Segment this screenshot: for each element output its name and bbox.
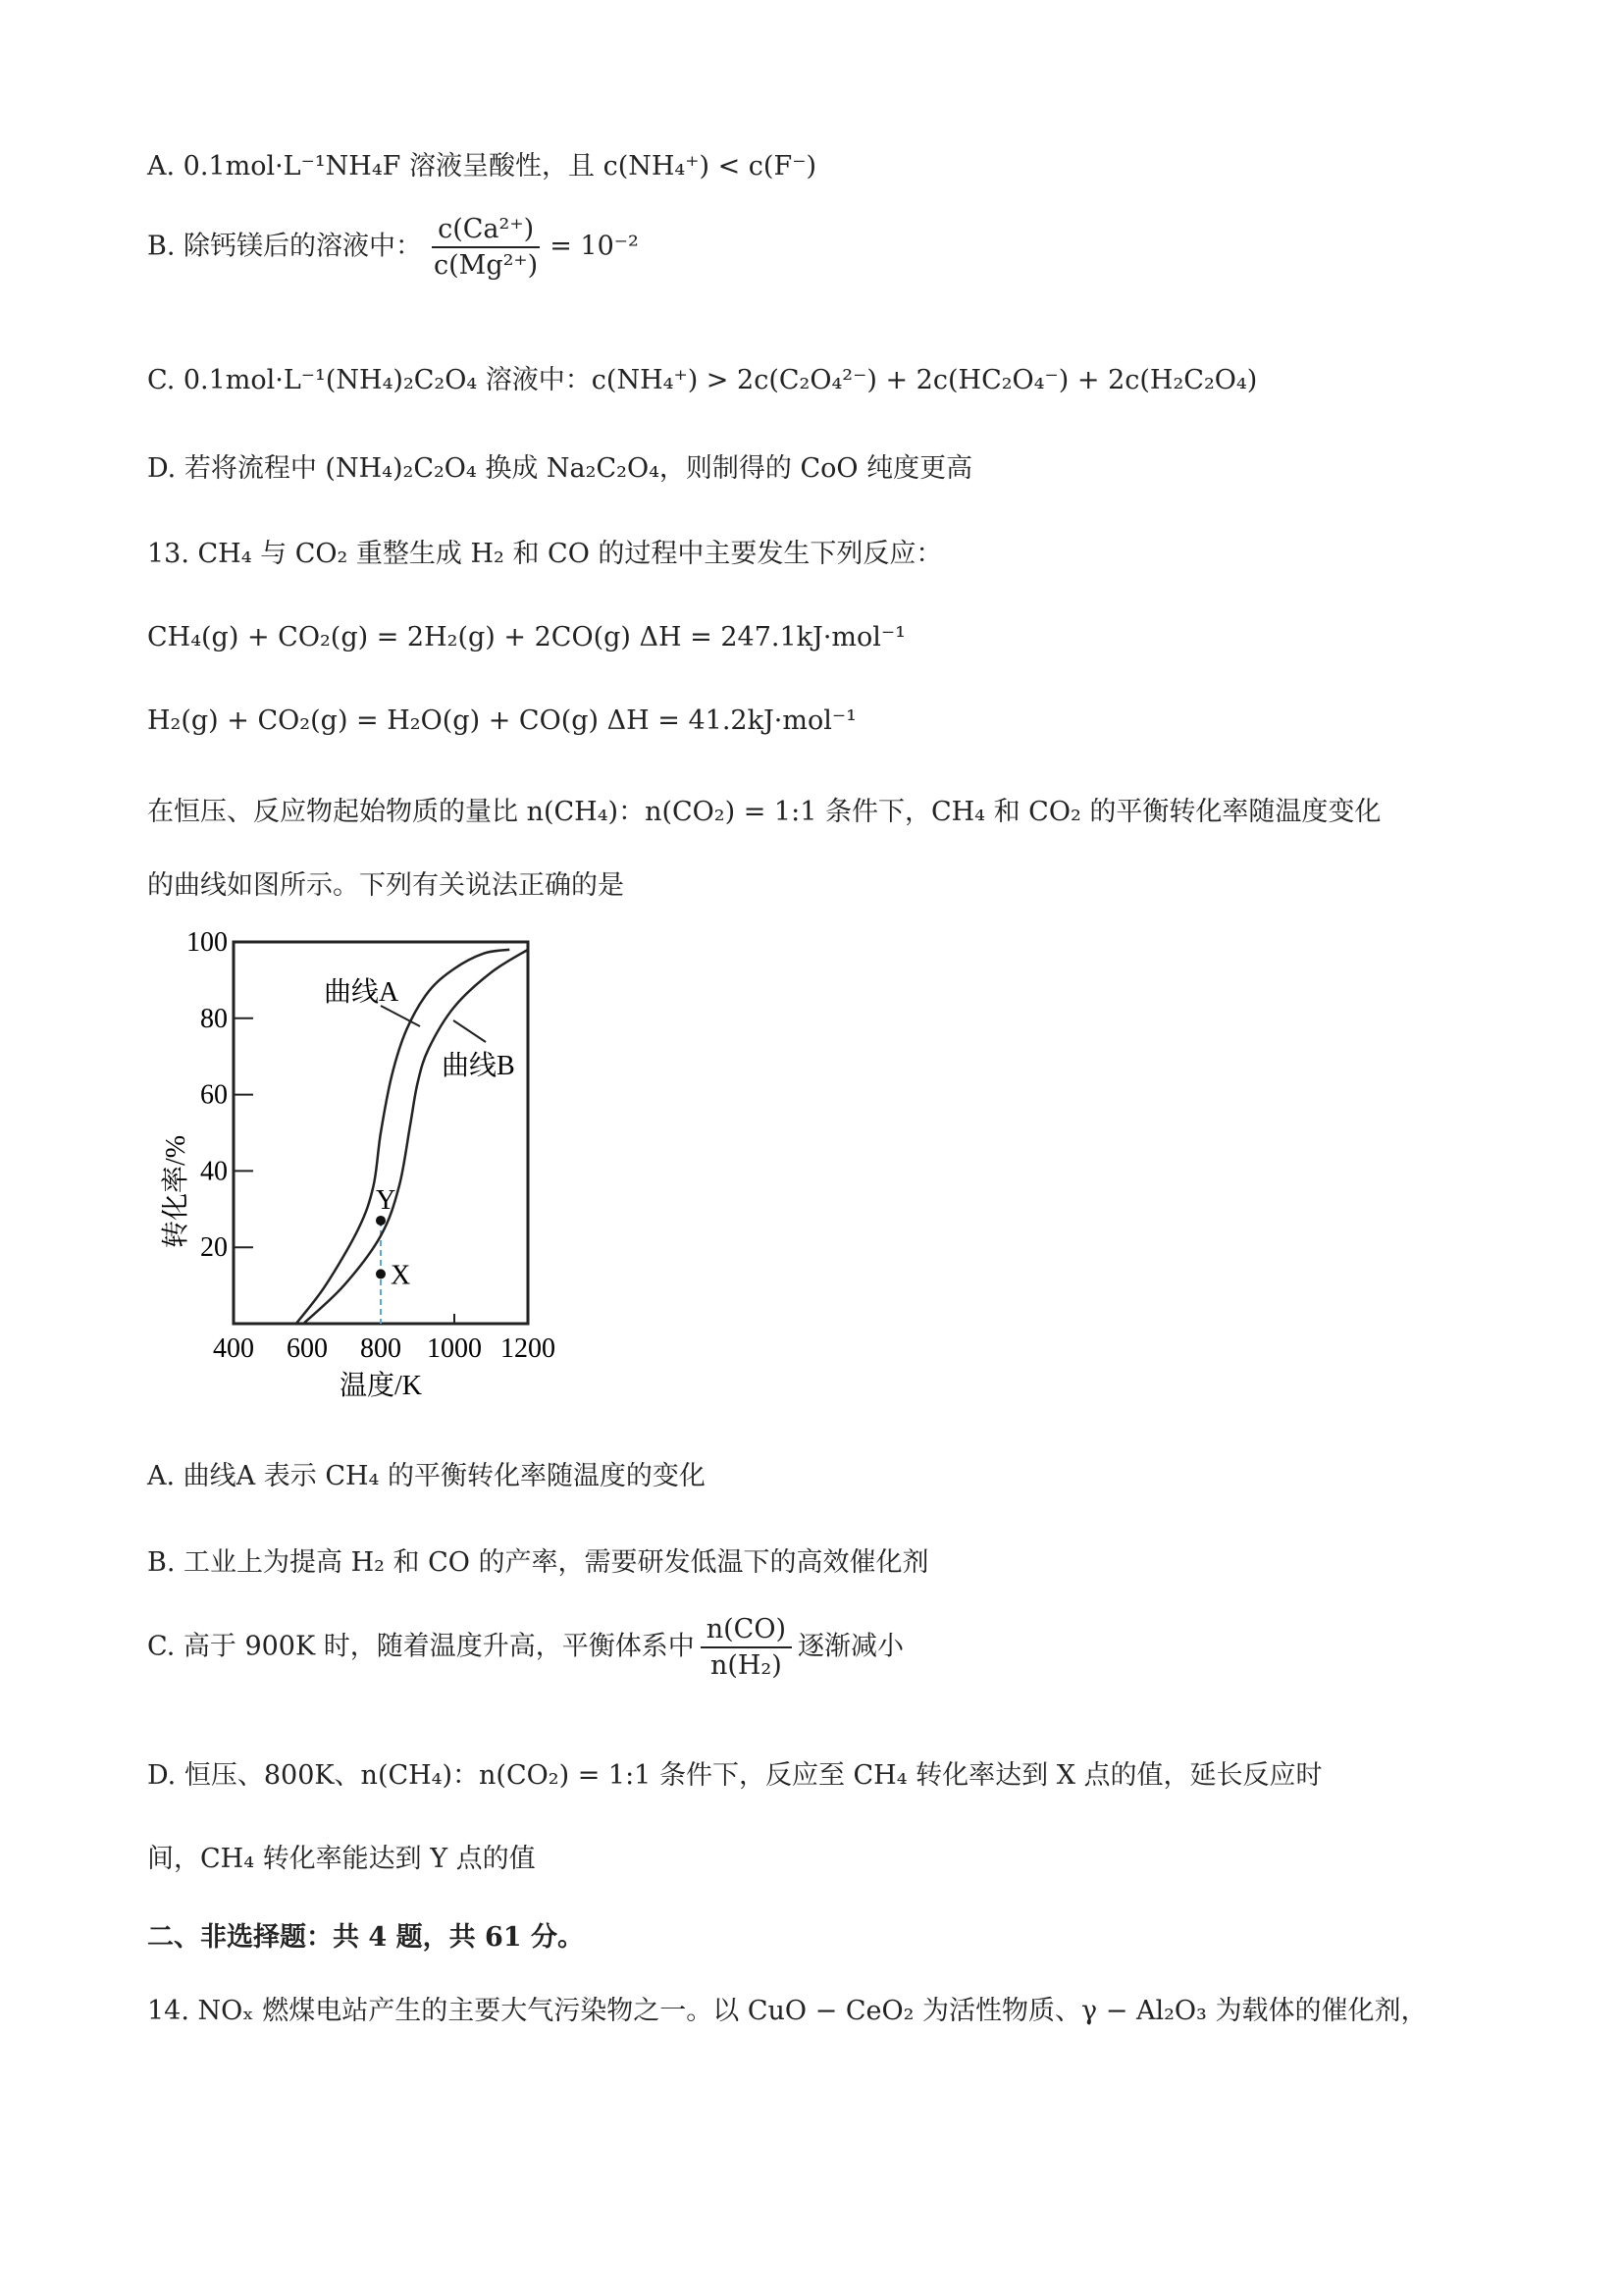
option-c-prefix: C. 高于 900K 时，随着温度升高，平衡体系中 — [147, 1631, 695, 1662]
curve-b-leader — [453, 1020, 486, 1042]
option-b: B. 工业上为提高 H₂ 和 CO 的产率，需要研发低温下的高效催化剂 — [147, 1547, 929, 1578]
y-axis-label: 转化率/% — [161, 1134, 191, 1249]
x-tick-label: 1200 — [500, 1333, 555, 1364]
point-x — [376, 1269, 386, 1278]
y-tick-label: 80 — [200, 1003, 228, 1034]
curve-a-label: 曲线A — [324, 977, 399, 1008]
option-a-prev: A. 0.1mol·L⁻¹NH₄F 溶液呈酸性，且 c(NH₄⁺) < c(F⁻) — [147, 151, 816, 182]
y-tick-label: 40 — [200, 1156, 228, 1187]
option-c-prev: C. 0.1mol·L⁻¹(NH₄)₂C₂O₄ 溶液中：c(NH₄⁺) > 2c(C₂O₄²⁻) + 2c(HC₂O₄⁻) + 2c(H₂C₂O₄) — [147, 365, 1258, 395]
question-13-desc-2: 的曲线如图所示。下列有关说法正确的是 — [147, 870, 624, 901]
y-tick-label: 20 — [200, 1232, 228, 1264]
fraction — [701, 1614, 792, 1681]
option-b-suffix: = 10⁻² — [550, 231, 639, 262]
question-14-stem: 14. NOₓ 燃煤电站产生的主要大气污染物之一。以 CuO − CeO₂ 为活性物质、γ − Al₂O₃ 为载体的催化剂， — [147, 1996, 1428, 2026]
x-tick-label: 1000 — [427, 1333, 482, 1364]
option-c — [147, 1614, 904, 1681]
option-d-prev: D. 若将流程中 (NH₄)₂C₂O₄ 换成 Na₂C₂O₄，则制得的 CoO 纯度更高 — [147, 453, 973, 484]
denominator: c(Mg²⁺) — [434, 250, 539, 281]
denominator: n(H₂) — [709, 1650, 782, 1681]
question-13-stem: 13. CH₄ 与 CO₂ 重整生成 H₂ 和 CO 的过程中主要发生下列反应： — [147, 539, 943, 569]
point-y — [376, 1216, 386, 1226]
fraction — [428, 214, 544, 281]
option-c-suffix: 逐渐减小 — [798, 1631, 904, 1662]
x-axis-label: 温度/K — [339, 1371, 423, 1401]
option-b-prefix: B. 除钙镁后的溶液中： — [147, 231, 423, 262]
section-heading: 二、非选择题：共 4 题，共 61 分。 — [147, 1922, 584, 1953]
equation-2: H₂(g) + CO₂(g) = H₂O(g) + CO(g) ΔH = 41.2kJ·mol⁻¹ — [147, 705, 857, 736]
point-label-x: X — [391, 1260, 411, 1291]
option-d-line-2: 间，CH₄ 转化率能达到 Y 点的值 — [147, 1844, 536, 1874]
y-tick-label: 60 — [200, 1079, 228, 1111]
numerator: n(CO) — [701, 1614, 792, 1648]
x-tick-label: 800 — [360, 1333, 401, 1364]
option-a: A. 曲线A 表示 CH₄ 的平衡转化率随温度的变化 — [147, 1461, 706, 1491]
y-tick-label: 100 — [186, 927, 228, 958]
point-label-y: Y — [376, 1184, 396, 1216]
question-13-desc-1: 在恒压、反应物起始物质的量比 n(CH₄)：n(CO₂) = 1:1 条件下，CH₄ 和 CO₂ 的平衡转化率随温度变化 — [147, 797, 1382, 827]
x-tick-label: 400 — [213, 1333, 254, 1364]
conversion-chart — [147, 922, 589, 1413]
equation-1: CH₄(g) + CO₂(g) = 2H₂(g) + 2CO(g) ΔH = 247.1kJ·mol⁻¹ — [147, 622, 906, 652]
curve-b-label: 曲线B — [442, 1051, 515, 1081]
x-tick-label: 600 — [287, 1333, 328, 1364]
option-d-line-1: D. 恒压、800K、n(CH₄)：n(CO₂) = 1:1 条件下，反应至 CH₄ 转化率达到 X 点的值，延长反应时 — [147, 1760, 1323, 1791]
numerator: c(Ca²⁺) — [432, 214, 540, 248]
option-b-prev — [147, 214, 639, 281]
